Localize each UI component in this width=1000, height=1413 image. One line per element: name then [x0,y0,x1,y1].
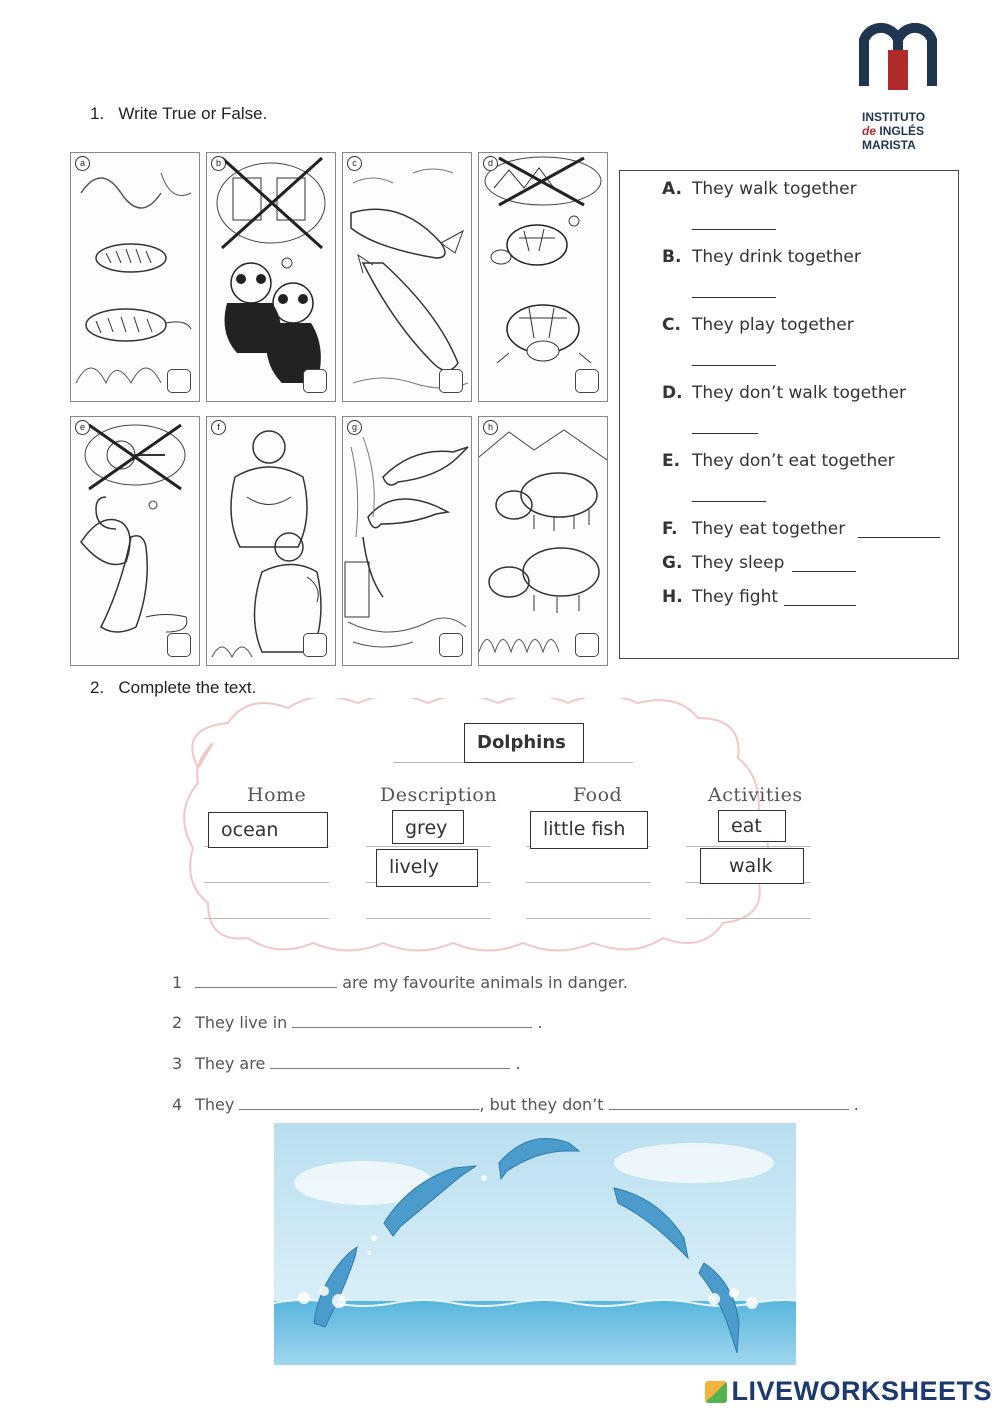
panel-e-seals [70,416,200,666]
statement-e-letter: E. [662,451,681,471]
statement-f-blank[interactable] [858,537,940,538]
question1-heading [90,104,267,124]
statement-f-text: They eat together [692,519,846,539]
column-description: Description [380,784,498,806]
statement-b [662,247,861,267]
statement-d-letter: D. [662,383,683,403]
food-line-3 [526,918,651,919]
sentence-4 [172,1095,859,1114]
statement-g-blank[interactable] [792,571,856,572]
sentence-2-before: They live in [195,1013,288,1032]
panel-a-tigers [70,152,200,402]
statement-d-text: They don’t walk together [692,383,907,403]
statement-c-text: They play together [692,315,854,335]
home-answer-1[interactable]: ocean [208,812,328,848]
home-line-3 [204,918,329,919]
dolphins-illustration [343,417,471,665]
sentence-2-end: . [537,1013,543,1032]
pandas-illustration [207,153,335,401]
sentence-1-after: are my favourite animals in danger. [342,973,628,992]
statement-d-blank[interactable] [692,433,758,434]
statement-f-letter: F. [662,519,678,539]
panel-d-letter: d [483,156,498,171]
tortoises-illustration [479,153,607,401]
sentence-3 [172,1054,521,1073]
sentence-4-end: . [853,1095,859,1114]
sentence-2-blank[interactable] [292,1026,532,1028]
statement-c-letter: C. [662,315,681,335]
liveworksheets-brand [705,1376,992,1407]
panel-e-letter: e [75,420,90,435]
statement-e-text: They don’t eat together [692,451,895,471]
sentence-4-blank-2[interactable] [609,1108,849,1110]
question2-title: Complete the text. [118,678,257,697]
statement-g-letter: G. [662,553,683,573]
panel-c-letter: c [347,156,362,171]
description-answer-2[interactable]: lively [376,849,478,887]
sentence-4-number: 4 [172,1095,183,1114]
statement-e [662,451,895,471]
sentence-4-before: They [195,1095,235,1114]
sentence-4-middle: , but they don’t [479,1095,604,1114]
panel-c-whales [342,152,472,402]
statement-h [662,587,778,607]
statement-g [662,553,784,573]
sentence-2 [172,1013,543,1032]
panel-b-pandas [206,152,336,402]
home-line-2 [204,882,329,883]
column-activities: Activities [708,784,803,806]
food-answer-1[interactable]: little fish [530,811,648,849]
logo-line1: INSTITUTO [862,110,926,124]
dolphins-photo [274,1123,796,1365]
logo-line3: MARISTA [862,138,916,152]
logo-text [862,110,925,152]
sentence-4-blank-1[interactable] [239,1108,479,1110]
statement-b-letter: B. [662,247,682,267]
description-answer-1[interactable]: grey [392,810,464,844]
logo-line2-rest: INGLÉS [879,124,925,138]
panel-g-answer-box[interactable] [439,633,463,657]
whales-illustration [343,153,471,401]
word-cloud-organizer [158,698,848,960]
sentence-3-number: 3 [172,1054,183,1073]
panel-h-letter: h [483,420,498,435]
column-home: Home [247,784,307,806]
statements-box [619,170,959,659]
panel-c-answer-box[interactable] [439,369,463,393]
statement-g-text: They sleep [692,553,785,573]
statement-a [662,179,857,199]
question2-heading [90,678,256,698]
panel-g-dolphins [342,416,472,666]
statement-c [662,315,854,335]
statement-c-blank[interactable] [692,365,776,366]
panel-d-tortoises [478,152,608,402]
food-line-2 [526,882,651,883]
hippos-illustration [479,417,607,665]
panel-h-hippos [478,416,608,666]
sentence-2-number: 2 [172,1013,183,1032]
column-food: Food [573,784,623,806]
question1-number: 1. [90,104,105,123]
statement-d [662,383,906,403]
cloud-title: Dolphins [464,723,584,763]
statement-a-text: They walk together [692,179,857,199]
jumping-dolphins-image [274,1123,796,1365]
panel-f-gorillas [206,416,336,666]
activities-answer-2[interactable]: walk [700,848,804,884]
panel-d-answer-box[interactable] [575,369,599,393]
statement-e-blank[interactable] [692,501,766,502]
institute-logo [858,14,948,159]
statement-h-text: They fight [692,587,779,607]
sentence-3-blank[interactable] [270,1067,510,1069]
statement-a-blank[interactable] [692,229,776,230]
panel-h-answer-box[interactable] [575,633,599,657]
description-line-1 [366,846,491,847]
description-line-3 [366,918,491,919]
logo-line2-de: de [862,124,877,138]
logo-m-icon [858,14,938,94]
sentence-1-blank[interactable] [195,986,337,988]
question1-title: Write True or False. [118,104,268,123]
panel-a-letter: a [75,156,90,171]
panel-a-answer-box[interactable] [167,369,191,393]
statement-h-blank[interactable] [784,605,856,606]
liveworksheets-badge-icon [705,1381,727,1403]
activities-line-1 [686,846,811,847]
liveworksheets-label: LIVEWORKSHEETS [731,1376,992,1406]
activities-answer-1[interactable]: eat [718,810,786,842]
panel-b-answer-box[interactable] [303,369,327,393]
sentence-3-before: They are [195,1054,266,1073]
sentence-3-end: . [515,1054,521,1073]
statement-b-blank[interactable] [692,297,776,298]
sentence-1-number: 1 [172,973,183,992]
tigers-illustration [71,153,199,401]
panel-b-letter: b [211,156,226,171]
panel-f-letter: f [211,420,226,435]
panel-e-answer-box[interactable] [167,633,191,657]
panel-f-answer-box[interactable] [303,633,327,657]
question2-number: 2. [90,678,105,697]
gorillas-illustration [207,417,335,665]
statement-h-letter: H. [662,587,683,607]
activities-line-3 [686,918,811,919]
statement-a-letter: A. [662,179,682,199]
statement-f [662,519,845,539]
statement-b-text: They drink together [692,247,861,267]
panel-g-letter: g [347,420,362,435]
seals-illustration [71,417,199,665]
sentence-1 [172,973,628,992]
